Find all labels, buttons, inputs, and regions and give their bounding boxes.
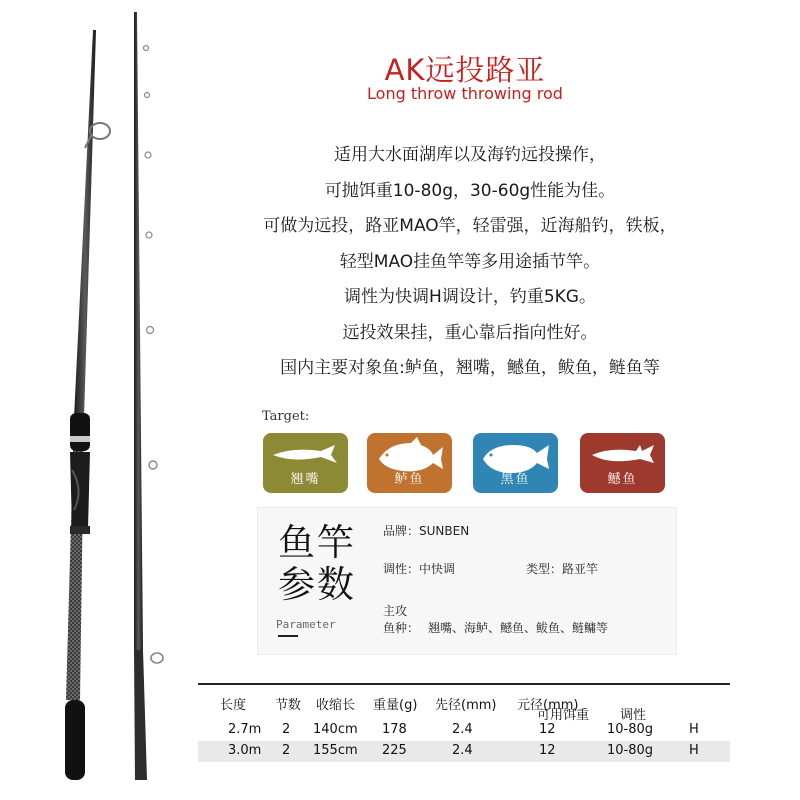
spec-cell: 2.4: [452, 743, 473, 758]
spec-cell: 10-80g: [607, 743, 654, 758]
fish-card-ganyu: [580, 433, 665, 493]
spec-cell: 2.7m: [228, 722, 262, 737]
parameter-heading-line: 参数: [278, 563, 356, 606]
product-subtitle: Long throw throwing rod: [367, 84, 563, 103]
spec-header: 调性: [620, 708, 647, 723]
param-action: 调性：中快调: [383, 562, 456, 576]
spec-cell: 2.4: [452, 722, 473, 737]
table-row: [198, 741, 730, 762]
fish-card-heiyu: [473, 433, 558, 493]
parameter-underline: [278, 635, 298, 637]
description-line: 适用大水面湖库以及海钓远投操作，: [334, 145, 606, 165]
spec-cell: H: [689, 722, 699, 737]
spec-header: 可用饵重: [537, 708, 590, 723]
spec-cell: 10-80g: [607, 722, 654, 737]
rod-butt-section: [65, 30, 110, 780]
spec-header: 收缩长: [316, 698, 356, 713]
product-title: AK远投路亚: [384, 53, 546, 87]
target-label: Target:: [262, 409, 310, 424]
spec-cell: 12: [539, 743, 556, 758]
spec-cell: H: [689, 743, 699, 758]
description-line: 可做为远投，路亚MAO竿，轻雷强，近海船钓，铁板，: [263, 216, 677, 236]
product-description: [200, 138, 740, 387]
description-line: 调性为快调H调设计，钓重5KG。: [344, 287, 596, 307]
spec-header: 节数: [275, 698, 302, 713]
spec-header: 先径(mm): [435, 698, 497, 713]
fish-name: 翘嘴: [290, 472, 321, 487]
spec-header: 元径(mm): [517, 698, 579, 713]
spec-cell: 2: [282, 743, 291, 758]
table-row: [198, 720, 730, 741]
fish-name: 鳡鱼: [607, 472, 638, 487]
description-line: 远投效果挂，重心靠后指向性好。: [342, 322, 598, 343]
parameter-heading-en: Parameter: [276, 618, 336, 631]
spec-table-rule: [198, 683, 730, 685]
spec-cell: 12: [539, 722, 556, 737]
fishing-rod-image: [0, 0, 200, 800]
spec-cell: 155cm: [313, 743, 358, 758]
description-line: 可抛饵重10-80g，30-60g性能为佳。: [324, 180, 616, 201]
parameter-heading: [278, 522, 356, 606]
fish-card-qiaozui: [263, 433, 348, 493]
fish-name: 黑鱼: [500, 472, 531, 487]
fish-name: 鲈鱼: [394, 472, 425, 487]
spec-cell: 2: [282, 722, 291, 737]
rod-tip-section: [134, 12, 163, 780]
parameter-heading-line: 鱼竿: [278, 521, 356, 564]
fish-card-luyu: [367, 433, 452, 493]
spec-header: 重量(g): [373, 698, 418, 713]
description-line: 轻型MAO挂鱼竿等多用途插节竿。: [339, 251, 601, 272]
param-type: 类型：路亚竿: [526, 562, 599, 576]
param-brand: 品牌：SUNBEN: [383, 524, 470, 538]
parameter-panel: [258, 508, 676, 654]
spec-cell: 140cm: [313, 722, 358, 737]
param-target-label: 鱼种：: [383, 621, 420, 635]
description-line: 国内主要对象鱼:鲈鱼，翘嘴，鳡鱼，鲅鱼，鲢鱼等: [280, 358, 660, 378]
spec-cell: 3.0m: [228, 743, 262, 758]
spec-header: 长度: [220, 698, 247, 713]
param-target-label: 主攻: [383, 604, 408, 618]
spec-cell: 225: [382, 743, 407, 758]
param-target-species: 翘嘴、海鲈、鳡鱼、鲅鱼、鲢鳙等: [428, 621, 609, 635]
spec-cell: 178: [382, 722, 407, 737]
